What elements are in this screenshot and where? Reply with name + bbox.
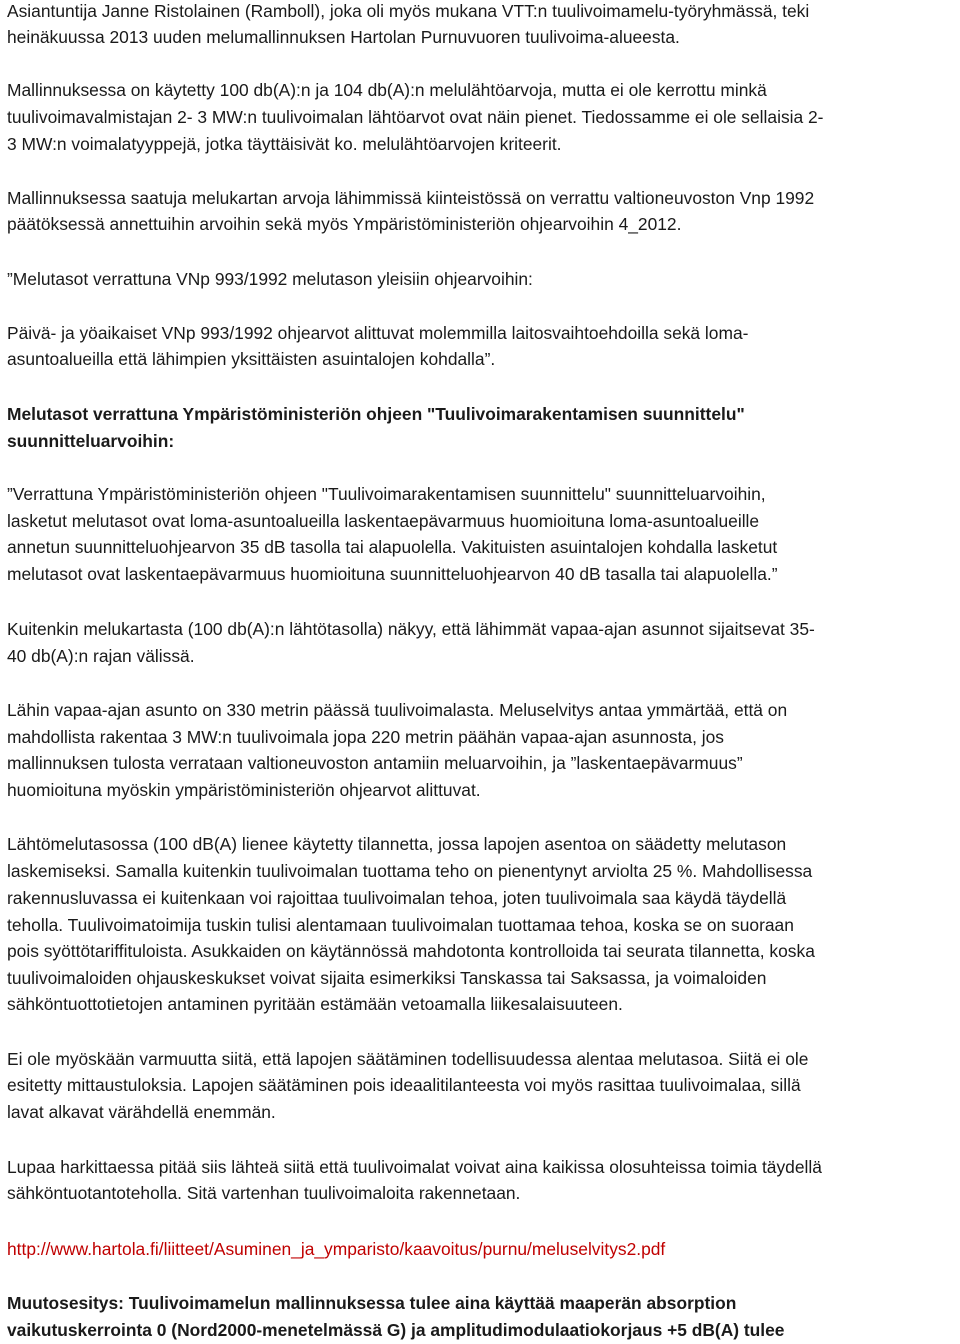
text-line: esitetty mittaustuloksia. Lapojen säätäminen pois ideaalitilanteesta voi myös rasittaa tuulivoimalaa, sillä (7, 1075, 801, 1095)
text-line: päätöksessä annettuihin arvoihin sekä myös Ympäristöministeriön ohjearvoihin 4_2012. (7, 214, 682, 234)
section-heading: suunnitteluarvoihin: (7, 431, 175, 451)
proposal-text: vaikutuskerrointa 0 (Nord2000-menetelmässä G) ja amplitudimodulaatiokorjaus +5 dB(A) tulee (7, 1320, 785, 1340)
text-line: Päivä- ja yöaikaiset VNp 993/1992 ohjearvot alittuvat molemmilla laitosvaihtoehdoilla sekä loma- (7, 323, 749, 343)
text-line: Kuitenkin melukartasta (100 db(A):n lähtötasolla) näkyy, että lähimmät vapaa-ajan asunnot sijaitsevat 35- (7, 619, 815, 639)
text-line: tuulivoimavalmistajan 2- 3 MW:n tuulivoimalan lähtöarvot ovat näin pienet. Tiedossamme ei ole sellaisia 2- (7, 107, 824, 127)
text-line: rakennusluvassa ei kuitenkaan voi rajoittaa tuulivoimalan tehoa, joten tuulivoimala saa käydä täydellä (7, 888, 787, 908)
text-line: Lupaa harkittaessa pitää siis lähteä siitä että tuulivoimalat voivat aina kaikissa olosuhteissa toimia täydellä (7, 1157, 822, 1177)
text-line: Lähin vapaa-ajan asunto on 330 metrin päässä tuulivoimalasta. Meluselvitys antaa ymmärtää, että on (7, 700, 788, 720)
text-line: Mallinnuksessa on käytetty 100 db(A):n ja 104 db(A):n melulähtöarvoja, mutta ei ole kerrottu minkä (7, 80, 767, 100)
proposal-text: Muutosesitys: Tuulivoimamelun mallinnuksessa tulee aina käyttää maaperän absorption (7, 1293, 737, 1313)
source-link[interactable]: http://www.hartola.fi/liitteet/Asuminen_ja_ymparisto/kaavoitus/purnu/meluselvitys2.pdf (7, 1239, 666, 1259)
text-line: 3 MW:n voimalatyyppejä, jotka täyttäisivät ko. melulähtöarvojen kriteerit. (7, 134, 562, 154)
text-line: lavat alkavat värähdellä enemmän. (7, 1102, 276, 1122)
text-line: Mallinnuksessa saatuja melukartan arvoja lähimmissä kiinteistössä on verrattu valtioneuvoston Vnp 1992 (7, 188, 815, 208)
section-heading: Melutasot verrattuna Ympäristöministeriön ohjeen "Tuulivoimarakentamisen suunnittelu" (7, 404, 745, 424)
text-line: 40 db(A):n rajan välissä. (7, 646, 195, 666)
text-line: Lähtömelutasossa (100 dB(A) lienee käytetty tilannetta, jossa lapojen asentoa on säädetty melutason (7, 834, 787, 854)
text-line: melutasot ovat laskentaepävarmuus huomioituna suunnitteluohjearvon 40 dB tasalla tai alapuolella.” (7, 564, 778, 584)
section-quote-heading: ”Melutasot verrattuna VNp 993/1992 melutason yleisiin ohjearvoihin: (7, 269, 533, 289)
text-line: teholla. Tuulivoimatoimija tuskin tulisi alentamaan tuulivoimalan tuottamaa tehoa, koska se on suoraan (7, 915, 794, 935)
text-line: ”Verrattuna Ympäristöministeriön ohjeen "Tuulivoimarakentamisen suunnittelu" suunnitteluarvoihin, (7, 484, 766, 504)
text-line: heinäkuussa 2013 uuden melumallinnuksen Hartolan Purnuvuoren tuulivoima-alueesta. (7, 27, 680, 47)
text-line: asuntoalueilla että lähimpien yksittäisten asuintalojen kohdalla”. (7, 349, 496, 369)
text-line: sähköntuotantoteholla. Sitä vartenhan tuulivoimaloita rakennetaan. (7, 1183, 521, 1203)
text-line: sähköntuottotietojen antaminen pyritään estämään vetoamalla liikesalaisuuteen. (7, 994, 623, 1014)
text-line: lasketut melutasot ovat loma-asuntoalueilla laskentaepävarmuus huomioituna loma-asuntoalueille (7, 511, 760, 531)
text-line: annetun suunnitteluohjearvon 35 dB tasolla tai alapuolella. Vakituisten asuintalojen kohdalla lasketut (7, 537, 778, 557)
text-line: mahdollista rakentaa 3 MW:n tuulivoimala jopa 220 metrin päähän vapaa-ajan asunnosta, jos (7, 727, 724, 747)
text-line: laskemiseksi. Samalla kuitenkin tuulivoimalan tuottama teho on pienentynyt arviolta 25 %. Mahdollisessa (7, 861, 813, 881)
text-line: Asiantuntija Janne Ristolainen (Ramboll), joka oli myös mukana VTT:n tuulivoimamelu-työryhmässä, teki (7, 1, 810, 21)
text-line: pois syöttötariffituloista. Asukkaiden on käytännössä mahdotonta kontrolloida tai seurata tilannetta, koska (7, 941, 815, 961)
text-line: mallinnuksen tulosta verrataan valtioneuvoston antamiin meluarvoihin, ja ”laskentaepävarmuus” (7, 753, 743, 773)
text-line: tuulivoimaloiden ohjauskeskukset voivat sijaita esimerkiksi Tanskassa tai Saksassa, ja voimaloiden (7, 968, 767, 988)
text-line: huomioituna myöskin ympäristöministeriön ohjearvot alittuvat. (7, 780, 481, 800)
text-line: Ei ole myöskään varmuutta siitä, että lapojen säätäminen todellisuudessa alentaa melutasoa. Siitä ei ole (7, 1049, 809, 1069)
